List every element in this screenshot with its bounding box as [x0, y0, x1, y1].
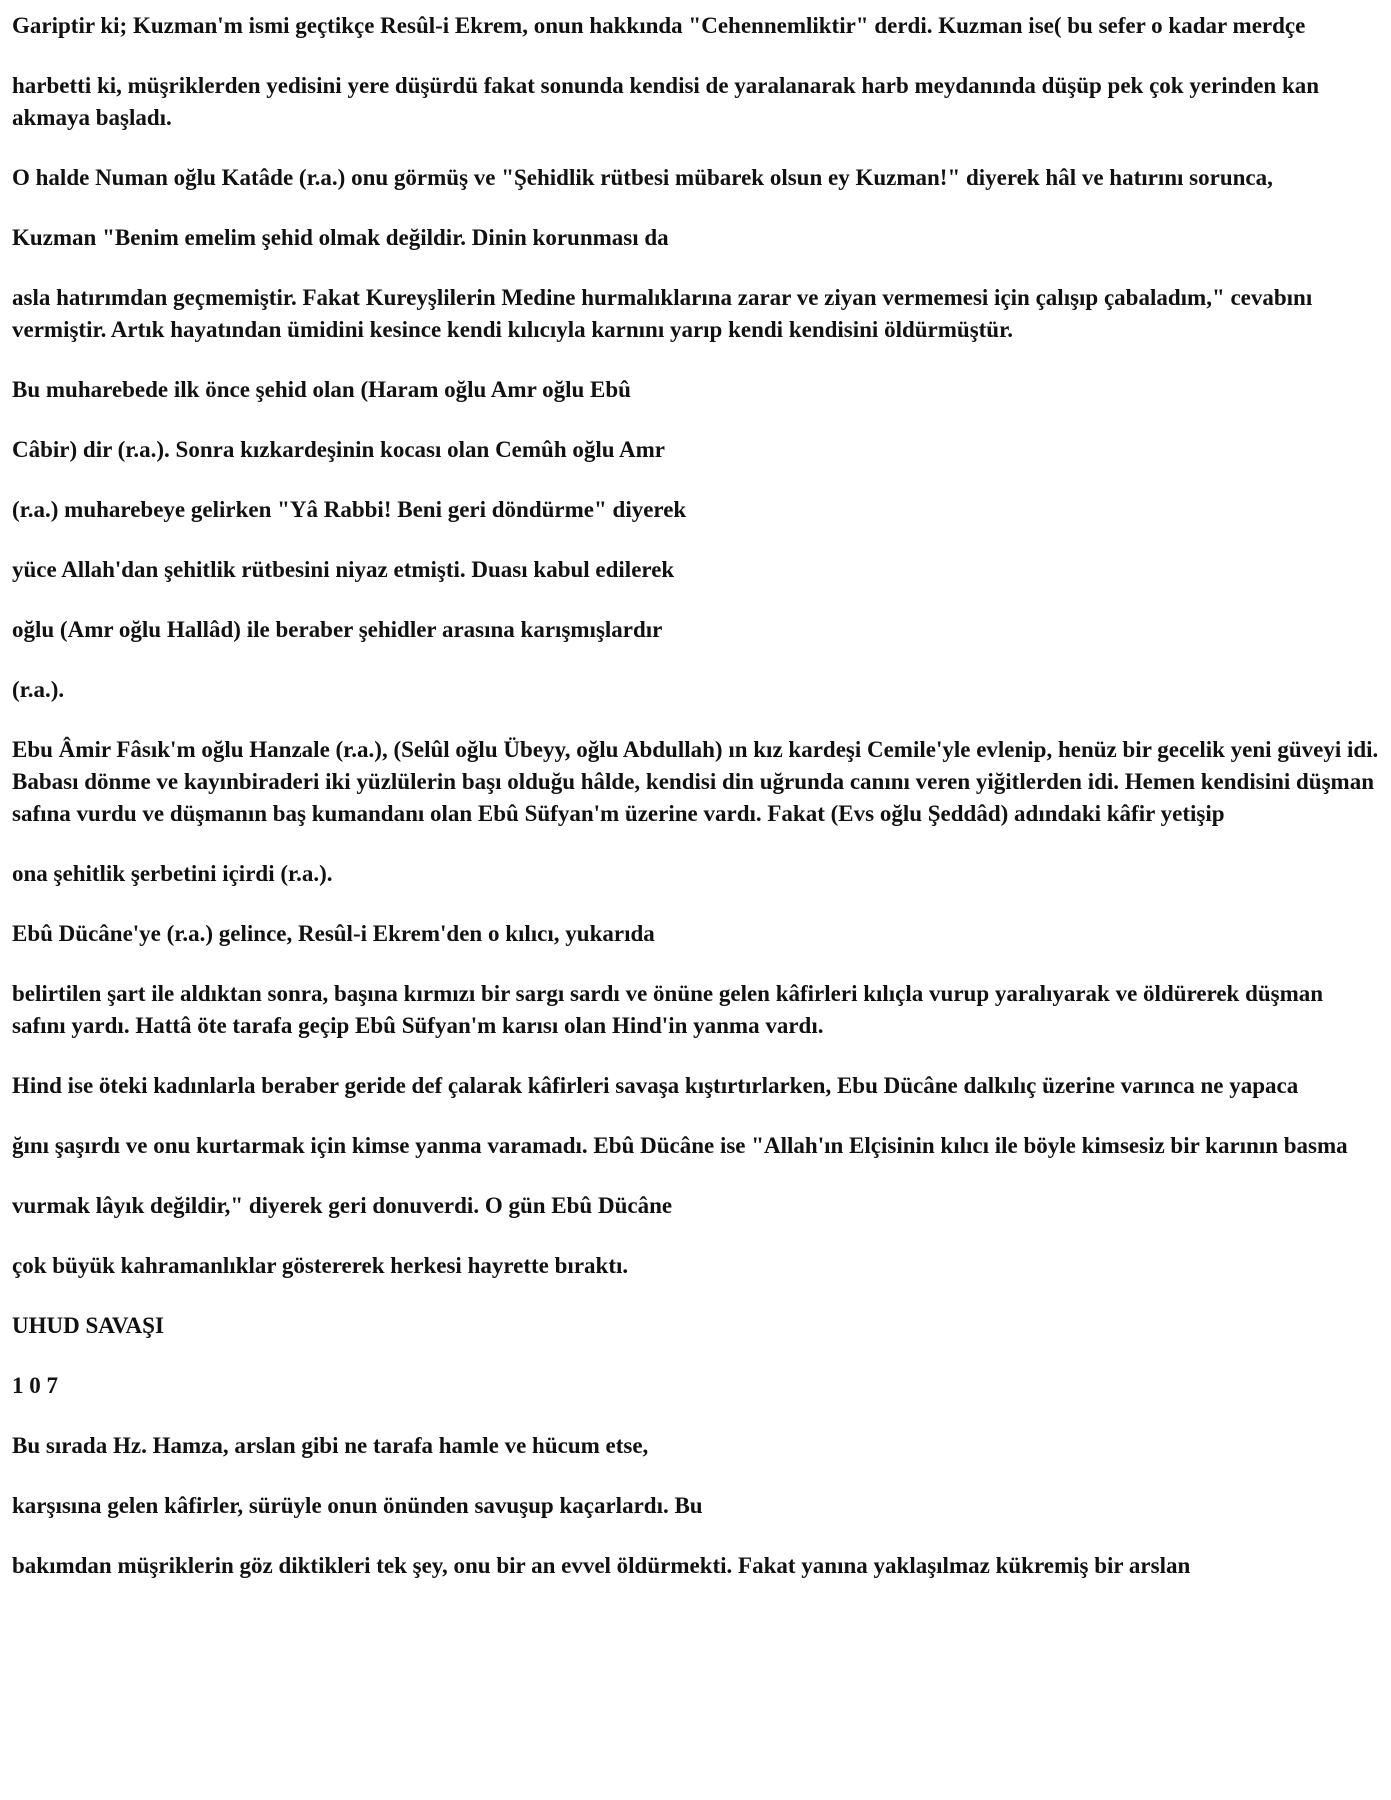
paragraph: belirtilen şart ile aldıktan sonra, başına kırmızı bir sargı sardı ve önüne gelen kâfirleri kılıçla vurup yaralıyarak ve öldürerek düşman safını yardı. Hattâ öte tarafa geçip Ebû Süfyan'm karısı olan Hind'in yanma vardı.	[12, 981, 1324, 1038]
paragraph: karşısına gelen kâfirler, sürüyle onun önünden savuşup kaçarlardı. Bu	[12, 1493, 703, 1518]
paragraph: vurmak lâyık değildir," diyerek geri donuverdi. O gün Ebû Dücâne	[12, 1193, 673, 1218]
paragraph: (r.a.) muharebeye gelirken "Yâ Rabbi! Beni geri döndürme" diyerek	[12, 497, 687, 522]
paragraph: O halde Numan oğlu Katâde (r.a.) onu görmüş ve "Şehidlik rütbesi mübarek olsun ey Kuzman!" diyerek hâl ve hatırını sorunca,	[12, 165, 1273, 190]
paragraph: Bu muharebede ilk önce şehid olan (Haram oğlu Amr oğlu Ebû	[12, 377, 631, 402]
paragraph: Ebû Dücâne'ye (r.a.) gelince, Resûl-i Ekrem'den o kılıcı, yukarıda	[12, 921, 655, 946]
paragraph: ğını şaşırdı ve onu kurtarmak için kimse yanma varamadı. Ebû Dücâne ise "Allah'ın Elçisinin kılıcı ile böyle kimsesiz bir karının basma	[12, 1133, 1348, 1158]
paragraph: Hind ise öteki kadınlarla beraber geride def çalarak kâfirleri savaşa kıştırtırlarken, Ebu Dücâne dalkılıç üzerine varınca ne yapaca	[12, 1073, 1299, 1098]
paragraph: (r.a.).	[12, 677, 65, 702]
document-page	[12, 10, 1380, 1610]
paragraph: bakımdan müşriklerin göz diktikleri tek şey, onu bir an evvel öldürmekti. Fakat yanına yaklaşılmaz kükremiş bir arslan	[12, 1553, 1191, 1578]
section-heading: UHUD SAVAŞI	[12, 1313, 164, 1338]
paragraph: Kuzman "Benim emelim şehid olmak değildir. Dinin korunması da	[12, 225, 669, 250]
paragraph: çok büyük kahramanlıklar göstererek herkesi hayrette bıraktı.	[12, 1253, 629, 1278]
paragraph: asla hatırımdan geçmemiştir. Fakat Kureyşlilerin Medine hurmalıklarına zarar ve ziyan vermemesi için çalışıp çabaladım," cevabını vermiştir. Artık hayatından ümidini kesince kendi kılıcıyla karnını yarıp kendi kendisini öldürmüştür.	[12, 285, 1313, 342]
paragraph: yüce Allah'dan şehitlik rütbesini niyaz etmişti. Duası kabul edilerek	[12, 557, 675, 582]
paragraph: Câbir) dir (r.a.). Sonra kızkardeşinin kocası olan Cemûh oğlu Amr	[12, 437, 666, 462]
paragraph: oğlu (Amr oğlu Hallâd) ile beraber şehidler arasına karışmışlardır	[12, 617, 663, 642]
paragraph: Ebu Âmir Fâsık'm oğlu Hanzale (r.a.), (Selûl oğlu Übeyy, oğlu Abdullah) ın kız kardeşi Cemile'yle evlenip, henüz bir gecelik yeni güveyi idi. Babası dönme ve kayınbiraderi iki yüzlülerin başı olduğu hâlde, kendisi din uğrunda canını veren yiğitlerden idi. Hemen kendisini düşman safına vurdu ve düşmanın baş kumandanı olan Ebû Süfyan'm üzerine vardı. Fakat (Evs oğlu Şeddâd) adındaki kâfir yetişip	[12, 737, 1379, 826]
paragraph: Bu sırada Hz. Hamza, arslan gibi ne tarafa hamle ve hücum etse,	[12, 1433, 649, 1458]
paragraph: ona şehitlik şerbetini içirdi (r.a.).	[12, 861, 333, 886]
paragraph: Gariptir ki; Kuzman'm ismi geçtikçe Resûl-i Ekrem, onun hakkında "Cehennemliktir" derdi. Kuzman ise( bu sefer o kadar merdçe	[12, 13, 1306, 38]
page-number: 1 0 7	[12, 1373, 58, 1398]
paragraph: harbetti ki, müşriklerden yedisini yere düşürdü fakat sonunda kendisi de yaralanarak harb meydanında düşüp pek çok yerinden kan akmaya başladı.	[12, 73, 1320, 130]
